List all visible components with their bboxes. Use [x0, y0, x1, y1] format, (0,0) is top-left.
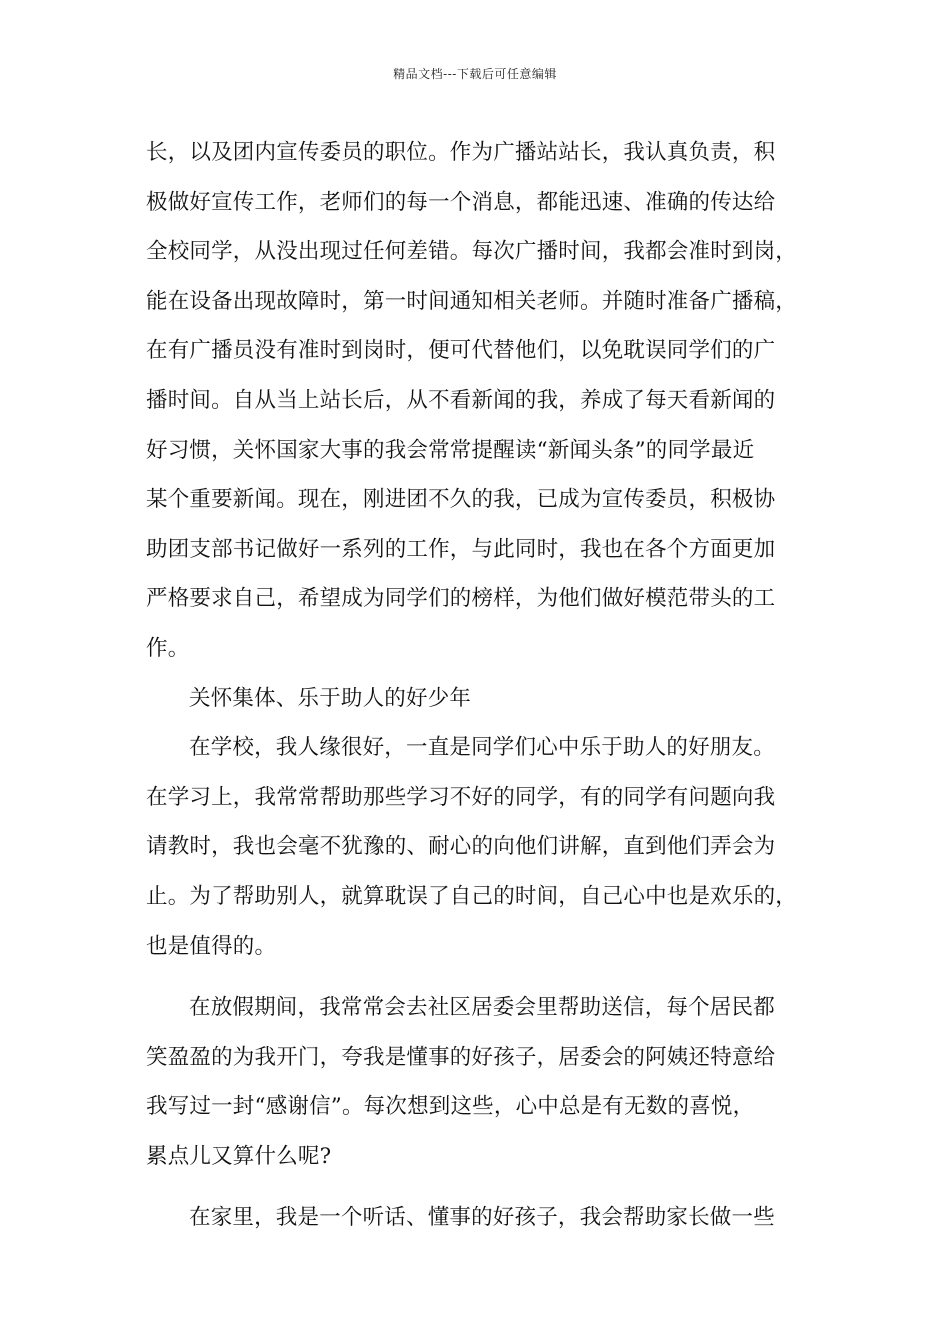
body-line: 严格要求自己，希望成为同学们的榜样，为他们做好模范带头的工	[146, 586, 776, 612]
body-line: 能在设备出现故障时，第一时间通知相关老师。并随时准备广播稿，	[146, 288, 798, 314]
body-line: 助团支部书记做好一系列的工作，与此同时，我也在各个方面更加	[146, 536, 776, 562]
body-line: 在学习上，我常常帮助那些学习不好的同学，有的同学有问题向我	[146, 784, 776, 810]
body-line: 累点儿又算什么呢?	[146, 1143, 332, 1169]
document-body	[146, 131, 826, 1246]
body-line: 作。	[146, 635, 190, 661]
paragraph-start: 在家里，我是一个听话、懂事的好孩子，我会帮助家长做一些	[189, 1205, 775, 1231]
body-line: 某个重要新闻。现在，刚进团不久的我，已成为宣传委员，积极协	[146, 487, 776, 513]
body-line: 止。为了帮助别人，就算耽误了自己的时间，自己心中也是欢乐的，	[146, 883, 798, 909]
paragraph-start: 在学校，我人缘很好，一直是同学们心中乐于助人的好朋友。	[189, 735, 775, 761]
body-line: 笑盈盈的为我开门，夸我是懂事的好孩子，居委会的阿姨还特意给	[146, 1044, 776, 1070]
body-line: 长，以及团内宣传委员的职位。作为广播站站长，我认真负责，积	[146, 140, 776, 165]
paragraph-gap	[146, 974, 826, 986]
paragraph-gap	[146, 1184, 826, 1196]
page-header: 精品文档---下载后可任意编辑	[393, 67, 557, 81]
body-line: 全校同学，从没出现过任何差错。每次广播时间，我都会准时到岗，	[146, 239, 798, 265]
body-line: 我写过一封“感谢信”。每次想到这些，心中总是有无数的喜悦，	[146, 1094, 755, 1120]
section-heading: 关怀集体、乐于助人的好少年	[189, 685, 472, 711]
body-line: 播时间。自从当上站长后，从不看新闻的我，养成了每天看新闻的	[146, 387, 776, 413]
body-line: 好习惯，关怀国家大事的我会常常提醒读“新闻头条”的同学最近	[146, 437, 755, 463]
body-line: 也是值得的。	[146, 933, 277, 959]
body-line: 极做好宣传工作，老师们的每一个消息，都能迅速、准确的传达给	[146, 189, 776, 215]
body-line: 请教时，我也会毫不犹豫的、耐心的向他们讲解，直到他们弄会为	[146, 834, 776, 860]
paragraph-start: 在放假期间，我常常会去社区居委会里帮助送信，每个居民都	[189, 995, 775, 1021]
body-line: 在有广播员没有准时到岗时，便可代替他们，以免耽误同学们的广	[146, 338, 776, 364]
